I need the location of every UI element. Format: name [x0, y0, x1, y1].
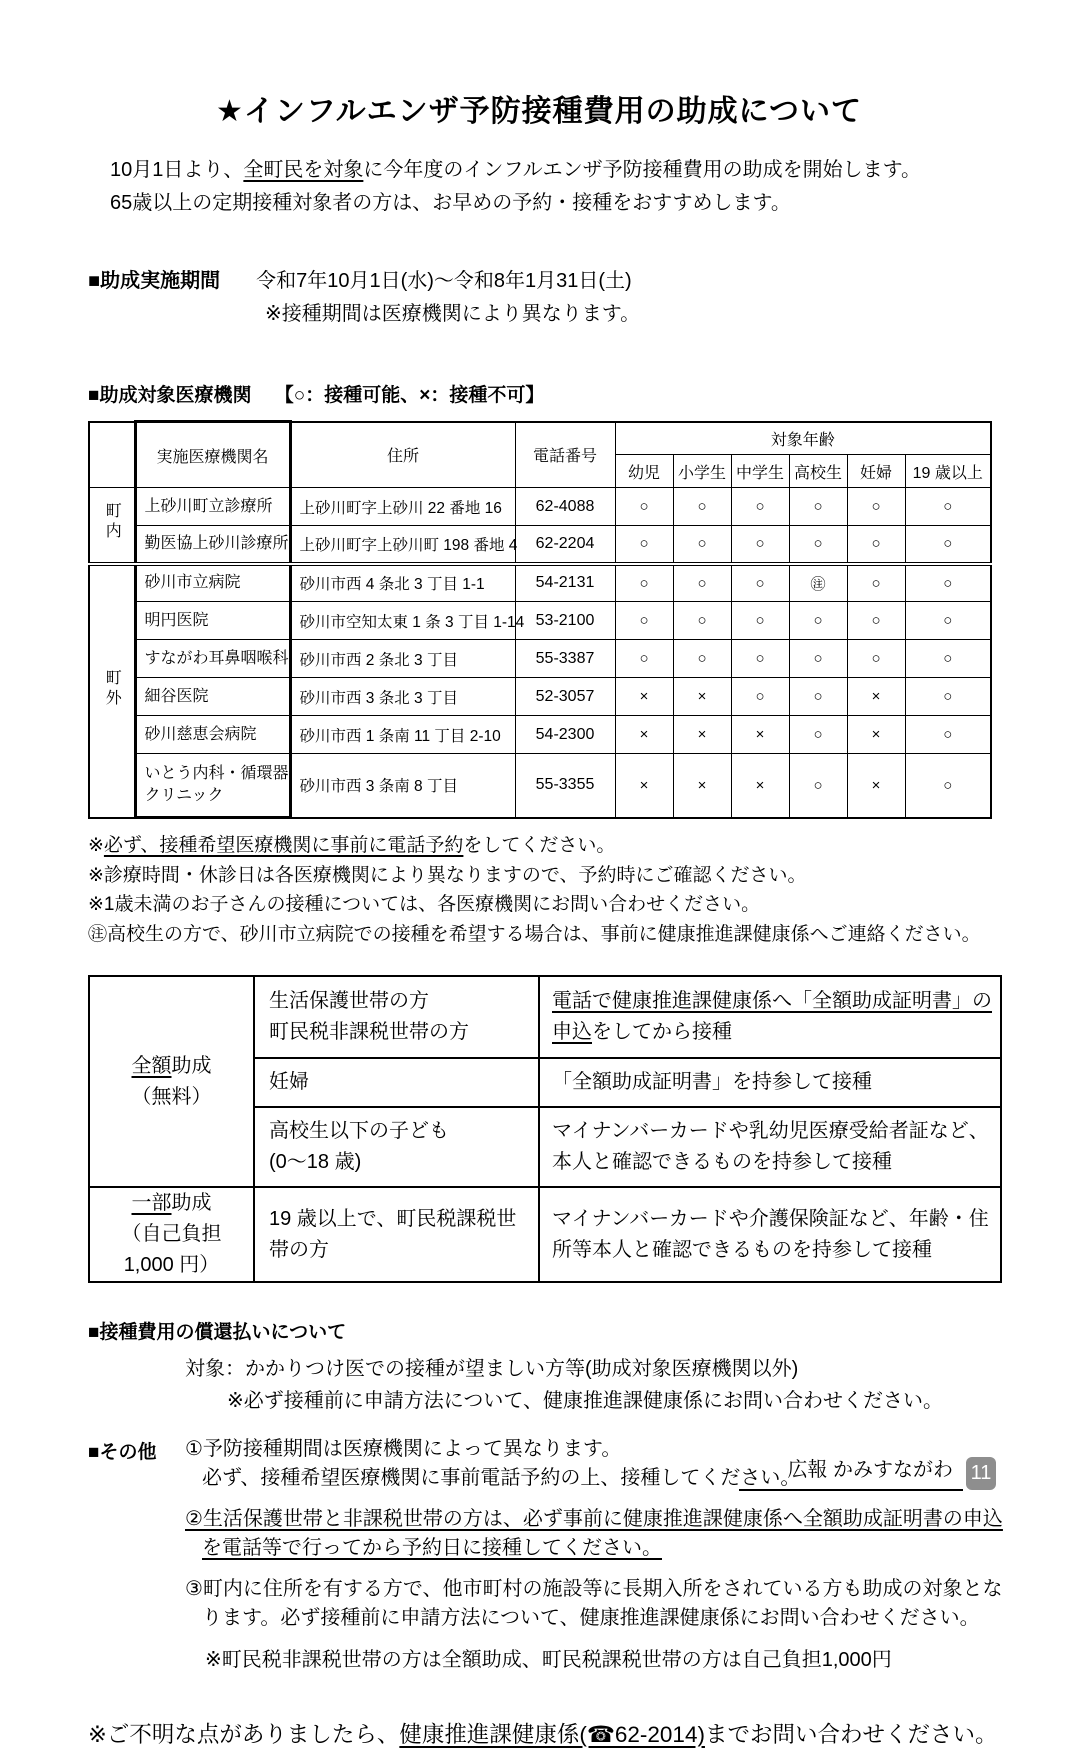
page-number-badge: 11 [966, 1457, 996, 1490]
others-item-1-line-1: ①予防接種期間は医療機関によって異なります。 [185, 1438, 622, 1460]
facility-name: 砂川市立病院 [135, 564, 290, 602]
subsidy-period-section [88, 264, 990, 326]
mark-cell: × [673, 754, 731, 818]
mark-cell: × [731, 754, 789, 818]
mark-cell: ○ [731, 488, 789, 526]
facility-row [89, 678, 991, 716]
mark-cell: × [731, 716, 789, 754]
period-heading: ■助成実施期間 [88, 270, 221, 292]
facility-address: 砂川市空知太東 1 条 3 丁目 1-14 [290, 602, 515, 640]
others-note: ※町民税非課税世帯の方は全額助成、町民税課税世帯の方は自己負担1,000円 [205, 1649, 892, 1671]
mark-cell: ○ [905, 488, 991, 526]
facility-phone: 54-2300 [515, 716, 615, 754]
mark-cell: ○ [789, 602, 847, 640]
age-col-pregnant: 妊婦 [847, 455, 905, 488]
mark-cell: ○ [673, 602, 731, 640]
facility-address: 砂川市西 2 条北 3 丁目 [290, 640, 515, 678]
mark-cell: ○ [673, 640, 731, 678]
age-col-19-over: 19 歳以上 [905, 455, 991, 488]
facility-name: 明円医院 [135, 602, 290, 640]
facility-phone: 55-3387 [515, 640, 615, 678]
description-cell: マイナンバーカードや介護保険証など、年齢・住所等本人と確認できるものを持参して接種 [539, 1187, 1001, 1282]
others-item-1-line-2: 必ず、接種希望医療機関に事前電話予約の上、接種してください。 [202, 1467, 801, 1489]
facility-address: 上砂川町字上砂川町 198 番地 4 [290, 526, 515, 564]
mark-cell: ○ [789, 640, 847, 678]
mark-cell: ○ [905, 564, 991, 602]
group-column-header [89, 422, 135, 488]
note-line: ㊟高校生の方で、砂川市立病院での接種を希望する場合は、事前に健康推進課健康係へご連絡ください。 [88, 923, 981, 945]
footer [739, 1453, 996, 1491]
facility-name-header: 実施医療機関名 [135, 422, 290, 488]
subsidy-table [88, 975, 1002, 1283]
note-line: ※診療時間・休診日は各医療機関により異なりますので、予約時にご確認ください。 [88, 864, 807, 886]
mark-cell: × [615, 716, 673, 754]
mark-cell: ○ [847, 564, 905, 602]
facilities-heading-row [88, 380, 990, 407]
facility-phone: 53-2100 [515, 602, 615, 640]
intro-paragraph [110, 154, 990, 220]
facility-name: すながわ耳鼻咽喉科 [135, 640, 290, 678]
mark-cell: ○ [731, 678, 789, 716]
mark-cell: ○ [905, 678, 991, 716]
mark-cell: ○ [789, 716, 847, 754]
group-label-in-town: 町内 [89, 488, 135, 564]
address-header: 住所 [290, 422, 515, 488]
description-cell: 「全額助成証明書」を持参して接種 [539, 1058, 1001, 1107]
facility-address: 砂川市西 4 条北 3 丁目 1-1 [290, 564, 515, 602]
contact-note: ※ご不明な点がありましたら、健康推進課健康係(☎62-2014)までお問い合わせください。 [88, 1722, 998, 1747]
intro-underlined-phrase: 全町民を対象 [243, 159, 364, 181]
mark-cell: × [847, 754, 905, 818]
mark-cell: × [615, 754, 673, 818]
facility-name: 細谷医院 [135, 678, 290, 716]
mark-cell: ○ [673, 564, 731, 602]
facility-phone: 55-3355 [515, 754, 615, 818]
mark-cell: ○ [615, 564, 673, 602]
mark-cell: ○ [905, 602, 991, 640]
subsidy-row-welfare [89, 976, 1001, 1058]
facility-row [89, 526, 991, 564]
mark-cell: × [673, 716, 731, 754]
subsidy-row-adults [89, 1187, 1001, 1282]
facility-row [89, 716, 991, 754]
period-dates: 令和7年10月1日(水)～令和8年1月31日(土) [256, 270, 632, 292]
mark-cell: ○ [789, 488, 847, 526]
mark-cell-note: ㊟ [789, 564, 847, 602]
condition-cell: 高校生以下の子ども (0～18 歳) [254, 1107, 539, 1187]
publication-name: 広報 かみすながわ [739, 1453, 963, 1491]
others-item-3-line-1: ③町内に住所を有する方で、他市町村の施設等に長期入所をされている方も助成の対象とな [185, 1578, 1003, 1600]
facilities-heading: ■助成対象医療機関 [88, 385, 252, 406]
age-col-infant: 幼児 [615, 455, 673, 488]
facility-row [89, 488, 991, 526]
description-cell: 電話で健康推進課健康係へ「全額助成証明書」の申込をしてから接種 [539, 976, 1001, 1058]
condition-cell: 生活保護世帯の方 町民税非課税世帯の方 [254, 976, 539, 1058]
reimbursement-heading: ■接種費用の償還払いについて [88, 1322, 347, 1343]
facility-name: 勤医協上砂川診療所 [135, 526, 290, 564]
mark-cell: ○ [847, 526, 905, 564]
mark-cell: ○ [731, 564, 789, 602]
note-line: ※必ず、接種希望医療機関に事前に電話予約をしてください。 [88, 835, 616, 856]
mark-cell: ○ [615, 488, 673, 526]
mark-cell: ○ [731, 602, 789, 640]
facility-phone: 62-2204 [515, 526, 615, 564]
condition-cell: 妊婦 [254, 1058, 539, 1107]
mark-cell: ○ [847, 640, 905, 678]
age-col-junior-high: 中学生 [731, 455, 789, 488]
facility-phone: 62-4088 [515, 488, 615, 526]
others-item-3-line-2: ります。必ず接種前に申請方法について、健康推進課健康係にお問い合わせください。 [202, 1607, 980, 1629]
contact-phone: 健康推進課健康係(☎62-2014) [399, 1722, 705, 1747]
intro-line-2: 65歳以上の定期接種対象者の方は、お早めの予約・接種をおすすめします。 [110, 192, 791, 214]
intro-line-1: 10月1日より、全町民を対象に今年度のインフルエンザ予防接種費用の助成を開始します。 [110, 159, 921, 181]
mark-cell: × [847, 678, 905, 716]
others-heading: ■その他 [88, 1442, 157, 1463]
age-col-high-school: 高校生 [789, 455, 847, 488]
others-item-2-line-2: を電話等で行ってから予約日に接種してください。 [202, 1537, 662, 1559]
reimbursement-note: ※必ず接種前に申請方法について、健康推進課健康係にお問い合わせください。 [227, 1390, 943, 1412]
facilities-table [88, 420, 992, 819]
mark-cell: × [615, 678, 673, 716]
mark-cell: ○ [731, 640, 789, 678]
group-label-out-of-town: 町外 [89, 564, 135, 818]
phone-header: 電話番号 [515, 422, 615, 488]
period-note: ※接種期間は医療機関により異なります。 [265, 303, 641, 325]
description-cell: マイナンバーカードや乳幼児医療受給者証など、本人と確認できるものを持参して接種 [539, 1107, 1001, 1187]
mark-cell: ○ [789, 526, 847, 564]
mark-cell: ○ [615, 640, 673, 678]
reimbursement-section [88, 1317, 990, 1413]
age-group-header: 対象年齢 [615, 422, 991, 455]
mark-cell: ○ [847, 602, 905, 640]
mark-cell: ○ [731, 526, 789, 564]
facility-notes [88, 831, 990, 949]
mark-cell: ○ [905, 716, 991, 754]
subsidy-partial-label: 一部助成 （自己負担 1,000 円） [89, 1187, 254, 1282]
others-item-2-line-1: ②生活保護世帯と非課税世帯の方は、必ず事前に健康推進課健康係へ全額助成証明書の申込 [185, 1508, 1003, 1530]
mark-cell: ○ [905, 526, 991, 564]
mark-cell: ○ [615, 526, 673, 564]
mark-cell: ○ [905, 640, 991, 678]
facility-address: 砂川市西 1 条南 11 丁目 2-10 [290, 716, 515, 754]
age-col-elementary: 小学生 [673, 455, 731, 488]
mark-cell: ○ [789, 754, 847, 818]
mark-cell: ○ [847, 488, 905, 526]
facility-phone: 54-2131 [515, 564, 615, 602]
page-title: ★インフルエンザ予防接種費用の助成について [215, 95, 863, 128]
facility-row [89, 564, 991, 602]
facility-phone: 52-3057 [515, 678, 615, 716]
facility-name: いとう内科・循環器クリニック [135, 754, 290, 818]
mark-cell: × [847, 716, 905, 754]
subsidy-full-label: 全額助成 （無料） [89, 976, 254, 1187]
facilities-legend: 【○：接種可能、×：接種不可】 [274, 385, 545, 406]
facility-address: 上砂川町字上砂川 22 番地 16 [290, 488, 515, 526]
reimbursement-target: 対象：かかりつけ医での接種が望ましい方等(助成対象医療機関以外) [185, 1358, 799, 1380]
mark-cell: ○ [673, 526, 731, 564]
facility-row [89, 640, 991, 678]
facility-row [89, 602, 991, 640]
mark-cell: ○ [615, 602, 673, 640]
facility-row [89, 754, 991, 818]
condition-cell: 19 歳以上で、町民税課税世帯の方 [254, 1187, 539, 1282]
mark-cell: ○ [789, 678, 847, 716]
facility-address: 砂川市西 3 条南 8 丁目 [290, 754, 515, 818]
mark-cell: × [673, 678, 731, 716]
facility-name: 上砂川町立診療所 [135, 488, 290, 526]
mark-cell: ○ [673, 488, 731, 526]
mark-cell: ○ [905, 754, 991, 818]
facility-name: 砂川慈恵会病院 [135, 716, 290, 754]
facility-address: 砂川市西 3 条北 3 丁目 [290, 678, 515, 716]
note-line: ※1歳未満のお子さんの接種については、各医療機関にお問い合わせください。 [88, 894, 761, 915]
